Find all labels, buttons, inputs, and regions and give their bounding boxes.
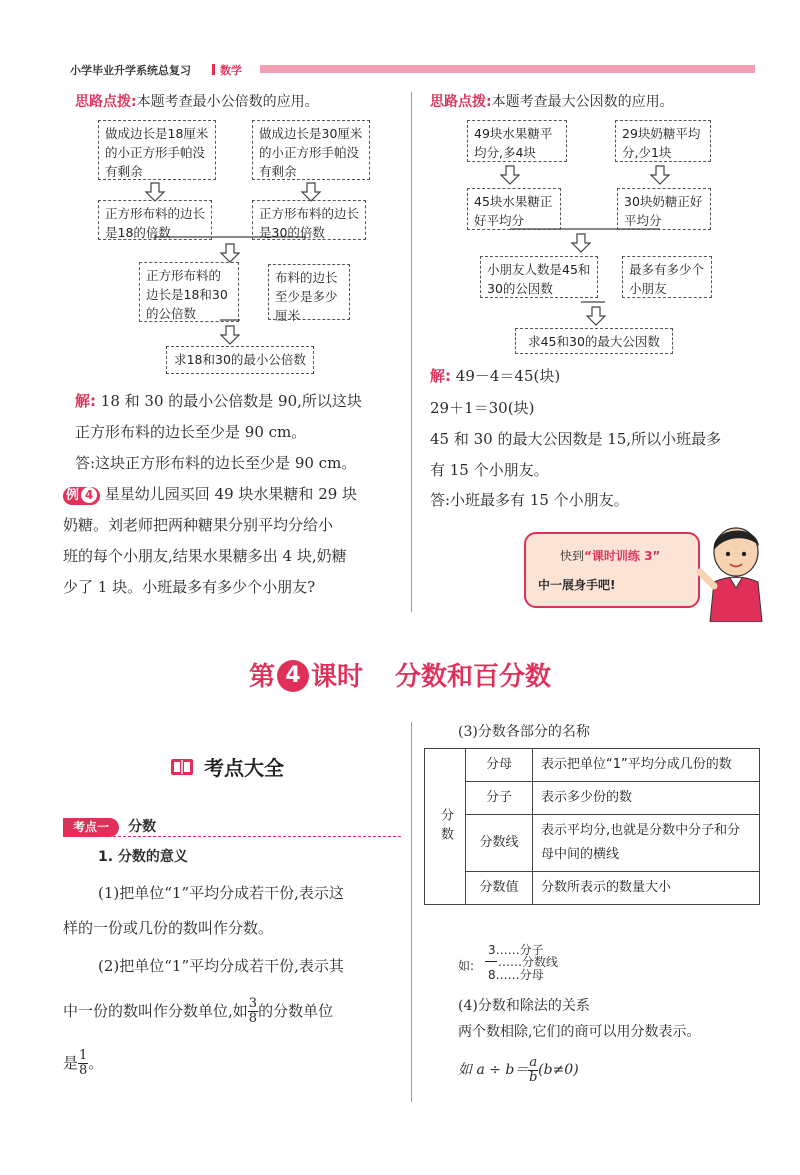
paragraph-2-line2 [63,994,333,1028]
down-arrow-icon [572,234,590,252]
example-text: 星星幼儿园买回 49 块水果糖和 29 块 [104,485,358,503]
kaodian-bar [63,816,401,837]
flow-box: 正方形布料的边长是18的倍数 [98,200,212,240]
text: 中一份的数叫作分数单位,如 [63,1002,248,1020]
promo-bubble[interactable] [524,532,700,608]
hint-text: 本题考查最小公倍数的应用。 [136,94,319,110]
section-title: 考点大全 [204,756,284,780]
denominator: 8 [79,1062,88,1078]
right-solution-line3: 45 和 30 的最大公因数是 15,所以小班最多 [430,430,722,448]
paragraph-1-line2: 样的一份或几份的数叫作分数。 [63,919,274,937]
solution-text: 49－4＝45(块) [455,367,561,385]
flow-box: 求45和30的最大公因数 [515,328,673,354]
boy-illustration [696,522,776,622]
part-name: 分母 [466,749,533,782]
fraction-example [458,940,618,990]
part-name: 分数线 [466,815,533,872]
fraction [528,1056,538,1085]
part-name: 分数值 [466,872,533,905]
down-arrow-icon [651,166,669,184]
flow-box: 49块水果糖平均分,多4块 [467,120,567,162]
subject-label: 数学 [220,64,242,77]
flow-box: 最多有多少个小朋友 [622,256,712,298]
hint-text: 本题考查最大公因数的应用。 [491,94,674,110]
part-desc: 表示多少份的数 [533,782,760,815]
lesson-suffix: 课时 [310,662,363,692]
denominator: 8 [248,1010,258,1026]
part-desc: 表示平均分,也就是分数中分子和分母中间的横线 [533,815,760,872]
promo-link[interactable]: “课时训练 3” [584,549,661,563]
flow-box: 做成边长是18厘米的小正方形手帕没有剩余 [98,120,216,180]
flow-box: 29块奶糖平均分,少1块 [615,120,711,162]
down-arrow-icon [221,244,239,262]
eg-den: 8 [488,968,496,982]
lesson-prefix: 第 [248,662,275,692]
part-desc: 表示把单位“1”平均分成几份的数 [533,749,760,782]
flow-box: 布料的边长至少是多少厘米 [268,264,350,320]
example-line4: 少了 1 块。小班最多有多少个小朋友? [63,578,316,596]
hint-label: 思路点拨: [430,94,492,110]
example-line1 [63,484,357,505]
right-solution-line1 [430,366,560,386]
kaodian-title: 分数 [128,819,157,835]
flow-box: 正方形布料的边长是18和30的公倍数 [139,262,239,322]
fraction-parts-table [424,748,760,905]
paragraph-1-line1: (1)把单位“1”平均分成若干份,表示这 [98,884,344,902]
right-solution-line4: 有 15 个小朋友。 [430,461,549,479]
right-hint [430,92,674,112]
fraction [248,997,258,1026]
text: 如 a ÷ b＝ [458,1062,529,1078]
numerator: 3 [248,995,258,1011]
eg-num: 3 [488,943,496,957]
p4-title: (4)分数和除法的关系 [458,998,590,1014]
example-line3: 班的每个小朋友,结果水果糖多出 4 块,奶糖 [63,547,347,565]
down-arrow-icon [221,326,239,344]
p4-formula [458,1052,579,1088]
section-heading [170,752,284,781]
fraction [78,1049,88,1078]
solution-label: 解: [75,392,96,410]
paragraph-2-line3 [63,1046,103,1080]
p3-title: (3)分数各部分的名称 [458,724,590,740]
text: (b≠0) [538,1062,579,1078]
lesson-title [0,656,800,693]
promo-line1 [560,547,660,564]
text: 。 [88,1054,104,1072]
down-arrow-icon [146,183,164,201]
left-solution-line2: 正方形布料的边长至少是 90 cm。 [75,423,307,441]
promo-line2: 中一展身手吧! [538,578,616,592]
book-title: 小学毕业升学系统总复习 [70,64,191,77]
p4-line: 两个数相除,它们的商可以用分数表示。 [458,1024,701,1040]
example-label: 例 [66,488,80,503]
eg-prefix: 如: [458,959,475,973]
down-arrow-icon [587,307,605,325]
example-number: 4 [81,487,97,503]
example-badge [63,487,100,505]
part-desc: 分数所表示的数量大小 [533,872,760,905]
right-solution-line2: 29＋1＝30(块) [430,399,535,417]
lesson-number: 4 [277,660,309,692]
promo-pre: 快到 [560,549,585,563]
flow-box: 小朋友人数是45和30的公因数 [480,256,598,298]
eg-den-label: ……分母 [495,968,544,982]
solution-text: 18 和 30 的最小公倍数是 90,所以这块 [100,392,362,410]
kaodian-label: 考点一 [63,818,119,837]
denominator: b [529,1069,538,1085]
numerator: a [529,1054,538,1070]
flow-box: 45块水果糖正好平均分 [467,188,561,230]
lesson-topic: 分数和百分数 [395,662,552,692]
eg-line-label: ……分数线 [498,955,559,969]
left-solution-line1 [75,391,362,411]
example-line2: 奶糖。刘老师把两种糖果分别平均分给小 [63,516,334,534]
eg-bottom [488,966,544,983]
hint-label: 思路点拨: [75,94,137,110]
text: 的分数单位 [258,1002,334,1020]
down-arrow-icon [501,166,519,184]
left-answer: 答:这块正方形布料的边长至少是 90 cm。 [75,454,357,472]
column-divider-lower [411,722,412,1102]
text: 是 [63,1054,79,1072]
flow-box: 正方形布料的边长是30的倍数 [252,200,366,240]
table-head: 分数 [425,749,466,905]
part-name: 分子 [466,782,533,815]
eg-num-label: ……分子 [495,943,544,957]
book-icon [170,757,194,777]
flow-box: 求18和30的最小公倍数 [166,346,314,374]
paragraph-2-line1: (2)把单位“1”平均分成若干份,表示其 [98,957,344,975]
down-arrow-icon [302,183,320,201]
numerator: 1 [79,1047,88,1063]
fraction-bar [485,961,497,962]
solution-label: 解: [430,367,451,385]
subheading: 1. 分数的意义 [98,849,188,865]
flow-box: 做成边长是30厘米的小正方形手帕没有剩余 [252,120,370,180]
right-answer: 答:小班最多有 15 个小朋友。 [430,491,629,509]
flow-box: 30块奶糖正好平均分 [617,188,711,230]
